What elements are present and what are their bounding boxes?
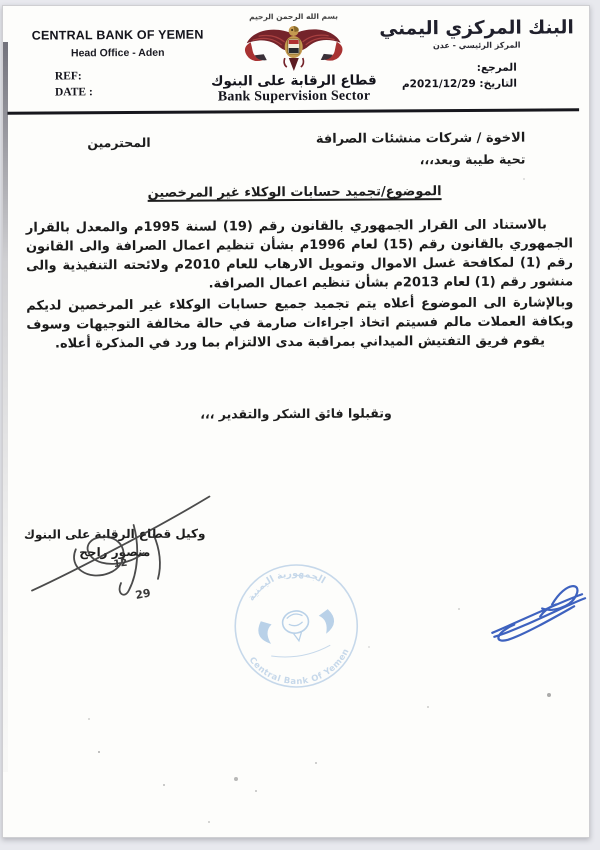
scan-noise-specks (3, 6, 5, 8)
letter-content (2, 5, 590, 838)
document-page (2, 5, 590, 838)
header-center (204, 11, 385, 105)
sector-title-en: Bank Supervision Sector (217, 88, 371, 105)
ref-label-ar: المرجع: (476, 61, 517, 74)
bank-name-ar: البنك المركزي اليمني (379, 17, 574, 40)
date-line-ar: التاريخ: 2021/12/29م (401, 77, 517, 90)
bismillah-calligraphy: بسم الله الرحمن الرحيم (249, 11, 338, 22)
date-label: DATE : (54, 86, 93, 99)
bank-name-en: CENTRAL BANK OF YEMEN (31, 27, 204, 43)
handwritten-month: 12 (113, 557, 129, 571)
header-rule (7, 108, 579, 114)
body-paragraph-2: وبالإشارة الى الموضوع أعلاه يتم تجميد جميع حسابات الوكلاء غير المرخصين لديكم وبكافة العملات مالم فسيتم اتخاذ اجراءات صارمة في حالة مخالفة التوجيهات وسوف يقوم فريق التفتيش الميداني بمراقبة مدى الالتزام بما ورد في المذكرة أعلاه. (26, 295, 574, 352)
addressee-line: الاخوة / شركات منشئات الصرافة (315, 130, 526, 147)
header-right (377, 17, 577, 50)
handwritten-signature (13, 486, 229, 609)
sector-title-ar: قطاع الرقابة على البنوك (211, 72, 377, 90)
honorific-label: المحترمين (87, 134, 151, 151)
body-paragraph-1: بالاستناد الى القرار الجمهوري بالقانون رقم (19) لسنة 1995م والمعدل بالقرار الجمهوري بالقانون رقم (15) لعام 1996م بشأن تنظيم اعمال الصرافة والى القانون رقم (1) لمكافحة غسل الاموال وتمويل الارهاب للعام 2010م ولائحته التنفيذية والى منشور رقم (1) لعام 2013م بشأن تنظيم اعمال الصرافة. (25, 217, 574, 292)
closing-line: وتقبلوا فائق الشكر والتقدير ،،، (200, 405, 392, 422)
scan-edge-shadow (3, 42, 8, 772)
subject-line: الموضوع/تجميد حسابات الوكلاء غير المرخصين (147, 184, 442, 201)
greeting-line: تحية طيبة وبعد،،، (419, 151, 526, 168)
header-left (25, 28, 211, 101)
ref-date-block-ar (402, 61, 517, 93)
ref-label: REF: (54, 70, 82, 83)
ref-date-block (55, 68, 211, 101)
stamp-top-text: الجمهورية اليمنية (245, 567, 328, 604)
stamp-bottom-text: Central Bank Of Yemen (246, 646, 352, 688)
signatory-title: وكيل قطاع الرقابة على البنوك (23, 526, 206, 542)
official-stamp-seal (214, 558, 380, 699)
signatory-name: منصور راجح (79, 544, 151, 559)
pen-scrawl-blue (482, 572, 590, 658)
yemen-coat-of-arms-icon (241, 22, 347, 73)
head-office-ar: المركز الرئيسي - عدن (432, 40, 521, 51)
handwritten-day: 29 (134, 586, 152, 602)
head-office-en: Head Office - Aden (70, 46, 165, 60)
